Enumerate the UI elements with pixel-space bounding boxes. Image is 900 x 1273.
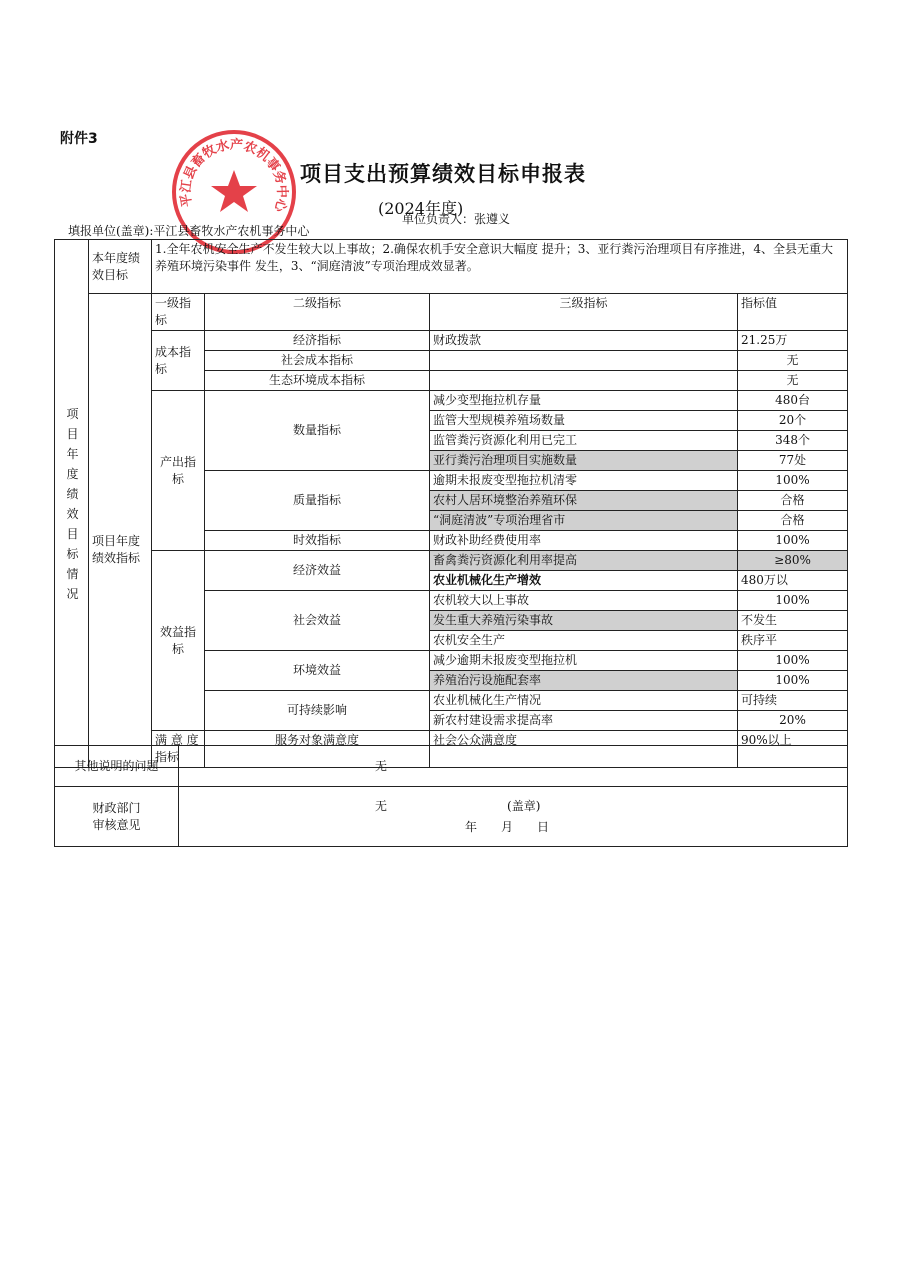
- l3-cell: 新农村建设需求提高率: [430, 711, 738, 731]
- value-cell: 100%: [738, 671, 848, 691]
- l3-cell: 社会公众满意度: [430, 731, 738, 768]
- value-cell: 100%: [738, 471, 848, 491]
- l2-econ: 经济指标: [205, 331, 430, 351]
- goal-text: 1.全年农机安全生产不发生较大以上事故；2.确保农机手安全意识大幅度 提升；3、亚行粪污治理项目有序推进，4、全县无重大养殖环境污染事件 发生，3、“洞庭清波”专项治理成效显著。: [152, 240, 848, 294]
- l1-benefit: 效益指标: [152, 551, 205, 731]
- l2-social-cost: 社会成本指标: [205, 351, 430, 371]
- l1-cost: 成本指标: [152, 331, 205, 391]
- l3-cell: 农机安全生产: [430, 631, 738, 651]
- l3-cell: 财政补助经费使用率: [430, 531, 738, 551]
- year-label: (2024年度): [378, 199, 464, 218]
- side-label: 项目年度绩效目标情况: [66, 406, 79, 601]
- reporting-unit: 填报单位(盖章):平江县畜牧水产农机事务中心: [68, 224, 310, 238]
- l3-cell: 减少逾期未报废变型拖拉机: [430, 651, 738, 671]
- l2-eco-cost: 生态环境成本指标: [205, 371, 430, 391]
- value-cell: 可持续: [738, 691, 848, 711]
- l2-quality: 质量指标: [205, 471, 430, 531]
- l3-cell: 农机较大以上事故: [430, 591, 738, 611]
- header-value: 指标值: [738, 294, 848, 331]
- value-cell: 21.25万: [738, 331, 848, 351]
- header-l2: 二级指标: [205, 294, 430, 331]
- l3-cell: 财政拨款: [430, 331, 738, 351]
- finance-label: [55, 787, 179, 847]
- l3-cell: [430, 371, 738, 391]
- value-cell: 20%: [738, 711, 848, 731]
- value-cell: 100%: [738, 651, 848, 671]
- l3-cell: 亚行粪污治理项目实施数量: [430, 451, 738, 471]
- value-cell: 100%: [738, 591, 848, 611]
- other-value: 无: [179, 746, 848, 787]
- l3-cell: 减少变型拖拉机存量: [430, 391, 738, 411]
- value-cell: 不发生: [738, 611, 848, 631]
- value-cell: 无: [738, 371, 848, 391]
- l2-sustain: 可持续影响: [205, 691, 430, 731]
- value-cell: 合格: [738, 511, 848, 531]
- finance-label-2: 审核意见: [92, 817, 141, 832]
- value-cell: 90%以上: [738, 731, 848, 768]
- l3-cell: “洞庭清波”专项治理省市: [430, 511, 738, 531]
- l2-social-benefit: 社会效益: [205, 591, 430, 651]
- other-label: 其他说明的问题: [55, 746, 179, 787]
- value-cell: 100%: [738, 531, 848, 551]
- l3-cell: 逾期未报废变型拖拉机清零: [430, 471, 738, 491]
- l2-quantity: 数量指标: [205, 391, 430, 471]
- attachment-label: 附件3: [60, 131, 98, 147]
- l2-econ-benefit: 经济效益: [205, 551, 430, 591]
- l3-cell: 监管粪污资源化利用已完工: [430, 431, 738, 451]
- finance-opinion: [179, 787, 848, 847]
- finance-value: 无: [375, 798, 388, 813]
- l2-service: 服务对象满意度: [205, 731, 430, 768]
- l3-cell: 监管大型规模养殖场数量: [430, 411, 738, 431]
- value-cell: 合格: [738, 491, 848, 511]
- value-cell: 秩序平: [738, 631, 848, 651]
- header-l1: 一级指标: [152, 294, 205, 331]
- l3-cell: 农村人居环境整治养殖环保: [430, 491, 738, 511]
- value-cell: 348个: [738, 431, 848, 451]
- svg-text:平江县畜牧水产农机事务中心: 平江县畜牧水产农机事务中心: [178, 137, 290, 214]
- l1-satisfaction: 满 意 度指标: [152, 731, 205, 768]
- review-table: [54, 745, 848, 847]
- l3-cell: 养殖治污设施配套率: [430, 671, 738, 691]
- l2-env-benefit: 环境效益: [205, 651, 430, 691]
- l2-timeliness: 时效指标: [205, 531, 430, 551]
- side-label-cell: [55, 240, 89, 768]
- l3-cell: 畜禽粪污资源化利用率提高: [430, 551, 738, 571]
- goal-label: 本年度绩效目标: [89, 240, 152, 294]
- value-cell: 480台: [738, 391, 848, 411]
- seal-label: (盖章): [507, 798, 541, 813]
- value-cell: 77处: [738, 451, 848, 471]
- date-field: 年 月 日: [465, 819, 550, 834]
- header-l3: 三级指标: [430, 294, 738, 331]
- l3-cell: 农业机械化生产情况: [430, 691, 738, 711]
- l1-output: 产出指标: [152, 391, 205, 551]
- performance-table: [54, 239, 848, 768]
- finance-label-1: 财政部门: [92, 800, 141, 815]
- value-cell: 20个: [738, 411, 848, 431]
- l3-cell: 农业机械化生产增效: [430, 571, 738, 591]
- value-cell: 无: [738, 351, 848, 371]
- responsible-person: 单位负责人：张遵义: [402, 212, 511, 226]
- value-cell: 480万以: [738, 571, 848, 591]
- l3-cell: [430, 351, 738, 371]
- value-cell: ≥80%: [738, 551, 848, 571]
- page-title: 项目支出预算绩效目标申报表: [300, 162, 586, 186]
- l3-cell: 发生重大养殖污染事故: [430, 611, 738, 631]
- indicator-label: 项目年度绩效指标: [89, 294, 152, 768]
